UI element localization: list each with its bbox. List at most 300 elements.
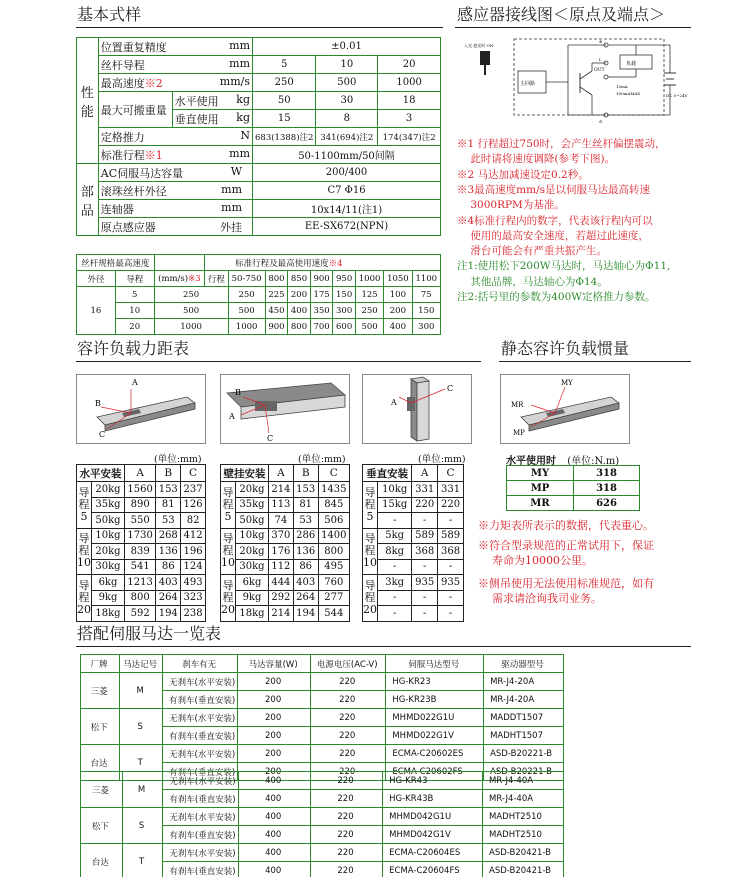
servo-cell: 200	[238, 763, 311, 781]
servo-cell: ECMA-C20604ES	[383, 844, 483, 862]
spec-value: 250	[253, 74, 316, 92]
spec-label: 滚珠丝杆外径 mm	[98, 182, 252, 200]
servo-motor-table	[80, 771, 564, 877]
speed-cell: 600	[333, 319, 356, 335]
servo-cell: 220	[310, 808, 382, 826]
horizontal-mount-diagram	[76, 374, 206, 444]
performance-label: 性能	[77, 38, 99, 164]
servo-cell: MADHT2510	[483, 826, 564, 844]
spec-note: ※4标准行程内的数字，代表该行程内可以	[457, 214, 653, 227]
speed-cell: 225	[265, 287, 288, 303]
load-table-col: A	[124, 465, 155, 482]
load-table-cell: 20kg	[92, 544, 125, 560]
speed-cell: 1000	[228, 319, 265, 335]
speed-cell: 150	[333, 287, 356, 303]
load-table-cell: 550	[124, 513, 155, 529]
load-table-cell: 113	[268, 497, 293, 513]
basic-spec-rule	[76, 27, 443, 28]
load-table-cell: 760	[318, 575, 349, 591]
load-table-cell: 495	[318, 559, 349, 575]
speed-cell: 75	[412, 287, 440, 303]
spec-label: 定格推力 N	[98, 128, 252, 146]
spec-note: 3000RPM为基准。	[457, 199, 565, 212]
load-table-cell: 544	[318, 606, 349, 622]
spec-value: 50	[253, 92, 316, 110]
load-table-cell: -	[378, 590, 412, 606]
load-table-cell: 81	[293, 497, 318, 513]
wall-mount-diagram	[220, 374, 350, 444]
static-inertia-rule	[499, 361, 691, 362]
servo-list-rule	[76, 646, 691, 647]
load-table-col: C	[318, 465, 349, 482]
inertia-value: 318	[574, 481, 640, 496]
speed-stroke: 50-750	[228, 271, 265, 287]
load-table-cell: 3kg	[378, 575, 412, 591]
speed-h-stroke: 行程	[205, 271, 228, 287]
spec-label: 丝杆导程 mm	[98, 56, 252, 74]
spec-value: 30	[316, 92, 378, 110]
axis-c-label: C	[267, 434, 274, 443]
speed-cell: 250	[228, 287, 265, 303]
servo-cell: 有刹车(垂直安装)	[163, 691, 238, 709]
spec-value: 174(347)注2	[378, 128, 441, 146]
servo-code: M	[122, 772, 163, 808]
load-table-title: 垂直安装	[363, 465, 412, 482]
load-table-cell: 292	[268, 590, 293, 606]
speed-cell: 200	[384, 303, 412, 319]
load-table-cell: 5kg	[378, 528, 412, 544]
servo-cell: 200	[238, 709, 311, 727]
load-table-cell: 589	[412, 528, 438, 544]
load-table-cell: 589	[438, 528, 464, 544]
load-table-cell: 53	[293, 513, 318, 529]
wiring-out-label: OUT	[594, 68, 605, 73]
load-table-cell: 331	[412, 482, 438, 498]
speed-h-unit: (mm/s)※3	[154, 271, 205, 287]
load-table-stroke: 导程 10	[77, 528, 92, 575]
load-table-cell: -	[378, 513, 412, 529]
load-table-cell: 15kg	[378, 497, 412, 513]
load-table-cell: 194	[293, 606, 318, 622]
load-table-cell: 153	[293, 482, 318, 498]
inertia-axis: MR	[507, 496, 574, 511]
servo-cell: MHMD042G1V	[383, 826, 483, 844]
load-table-cell: 1400	[318, 528, 349, 544]
speed-dia: 16	[77, 287, 116, 335]
load-table-cell: 800	[318, 544, 349, 560]
load-table-cell: 368	[412, 544, 438, 560]
spec-value: 20	[378, 56, 441, 74]
load-table-cell: -	[378, 559, 412, 575]
load-table-cell: 493	[181, 575, 206, 591]
wiring-circuit-label: 主回路	[520, 81, 536, 87]
servo-cell: MHMD042G1U	[383, 808, 483, 826]
load-table-cell: 264	[293, 590, 318, 606]
load-table-cell: 1730	[124, 528, 155, 544]
vertical-load-table	[362, 464, 464, 622]
load-table-cell: 214	[268, 606, 293, 622]
load-table-cell: 53	[156, 513, 181, 529]
inertia-axis: MY	[507, 466, 574, 481]
spec-label: 位置重复精度 mm	[98, 38, 252, 56]
spec-value: C7 Φ16	[253, 182, 441, 200]
spec-label: 最大可搬重量	[98, 92, 172, 128]
load-table-cell: 176	[268, 544, 293, 560]
servo-cell: 无刹车(水平安装)	[163, 745, 238, 763]
spec-value: 3	[378, 110, 441, 128]
wiring-term: ⊕	[599, 39, 603, 44]
load-table-col: C	[181, 465, 206, 482]
servo-cell: HG-KR43	[383, 772, 483, 790]
load-table-stroke: 导程 10	[363, 528, 378, 575]
axis-a-label: A	[229, 412, 235, 421]
load-table-cell: 126	[181, 497, 206, 513]
load-table-cell: 890	[124, 497, 155, 513]
load-table-cell: 153	[156, 482, 181, 498]
spec-label: 标准行程※1 mm	[98, 146, 252, 164]
load-table-cell: 136	[156, 544, 181, 560]
wiring-max-label: 100mAMAX	[616, 91, 641, 96]
spec-value: 200/400	[253, 164, 441, 182]
horizontal-unit: (单位:mm)	[154, 454, 202, 465]
load-table-cell: 800	[124, 590, 155, 606]
spec-note: 此时请将速度调降(参考下图)。	[457, 153, 616, 166]
axis-a-label: A	[391, 398, 397, 407]
spec-value: 683(1388)注2	[253, 128, 316, 146]
load-table-cell: 10kg	[236, 528, 269, 544]
servo-cell: MHMD022G1V	[386, 727, 484, 745]
speed-lead: 20	[115, 319, 154, 335]
load-table-cell: 50kg	[92, 513, 125, 529]
load-table-cell: 196	[181, 544, 206, 560]
servo-table-header: 厂牌	[81, 655, 120, 673]
servo-cell: ASD-B20221-B	[484, 763, 564, 781]
load-table-cell: 403	[293, 575, 318, 591]
spec-label: 最高速度※2 mm/s	[98, 74, 252, 92]
speed-stroke: 900	[310, 271, 333, 287]
spec-note: ※2 马达加减速设定0.2秒。	[457, 168, 589, 181]
servo-cell: MADDT1507	[484, 709, 564, 727]
wiring-dc-label: DC 5~24V	[666, 93, 688, 98]
speed-cell: 200	[288, 287, 311, 303]
servo-cell: HG-KR43B	[383, 790, 483, 808]
servo-table-header: 伺服马达型号	[386, 655, 484, 673]
load-table-cell: 237	[181, 482, 206, 498]
horizontal-load-table	[76, 464, 206, 622]
load-table-cell: 541	[124, 559, 155, 575]
speed-cell: 450	[265, 303, 288, 319]
spec-label: 连轴器 mm	[98, 200, 252, 218]
servo-cell: MR-J4-20A	[484, 691, 564, 709]
speed-max: 1000	[154, 319, 228, 335]
servo-cell: 400	[238, 772, 310, 790]
servo-table-header: 马达记号	[120, 655, 163, 673]
servo-code: T	[120, 745, 163, 781]
inertia-value: 626	[574, 496, 640, 511]
axis-mr-label: MR	[511, 401, 524, 409]
inertia-axis: MP	[507, 481, 574, 496]
spec-value: 341(694)注2	[316, 128, 378, 146]
load-table-cell: -	[438, 590, 464, 606]
wiring-sensor-label: 入光 遮光时 ON	[464, 43, 494, 48]
servo-cell: 有刹车(垂直安装)	[163, 763, 238, 781]
speed-lead: 5	[115, 287, 154, 303]
load-table-cell: 845	[318, 497, 349, 513]
spec-note: 注2:括号里的参数为400W定格推力参数。	[457, 291, 656, 303]
load-table-cell: 935	[412, 575, 438, 591]
basic-spec-table	[76, 37, 441, 236]
speed-max: 250	[154, 287, 228, 303]
wiring-sensor-icon	[480, 51, 490, 65]
load-table-cell: 74	[268, 513, 293, 529]
parts-label: 部品	[77, 164, 99, 236]
spec-note: 滑台可能会有严重共振产生。	[457, 245, 607, 258]
speed-cell: 500	[228, 303, 265, 319]
axis-a-label: A	[132, 378, 138, 387]
servo-cell: 200	[238, 673, 311, 691]
spec-note: 其他品牌，马达轴心为Φ14。	[457, 275, 608, 288]
wiring-term: ⊖	[599, 119, 603, 124]
moment-note: 需求请洽询我司业务。	[478, 592, 602, 605]
servo-cell: ASD-B20421-B	[483, 862, 564, 877]
spec-label: AC伺服马达容量 W	[98, 164, 252, 182]
speed-cell: 350	[310, 303, 333, 319]
load-table-col: B	[293, 465, 318, 482]
speed-cell: 250	[355, 303, 383, 319]
load-table-cell: 10kg	[378, 482, 412, 498]
speed-stroke: 1100	[412, 271, 440, 287]
servo-cell: 220	[311, 691, 386, 709]
wiring-svg	[456, 33, 690, 125]
load-table-cell: -	[412, 513, 438, 529]
sensor-wiring-title: 感应器接线图＜原点及端点＞	[457, 5, 666, 24]
load-table-cell: 112	[268, 559, 293, 575]
servo-table-header: 马达容量(W)	[238, 655, 311, 673]
axis-mp-label: MP	[513, 429, 525, 437]
speed-cell: 400	[384, 319, 412, 335]
load-table-cell: 30kg	[236, 559, 269, 575]
load-table-cell: 86	[156, 559, 181, 575]
load-table-cell: 368	[438, 544, 464, 560]
spec-sublabel: 水平使用 kg	[172, 92, 252, 110]
spec-value: 10	[316, 56, 378, 74]
spec-value: 15	[253, 110, 316, 128]
load-table-cell: 9kg	[92, 590, 125, 606]
inertia-value: 318	[574, 466, 640, 481]
servo-cell: 有刹车(垂直安装)	[163, 727, 238, 745]
speed-cell: 400	[288, 303, 311, 319]
vertical-unit: (单位:mm)	[418, 454, 466, 465]
speed-cell: 500	[355, 319, 383, 335]
servo-cell: 220	[311, 727, 386, 745]
spec-value: ±0.01	[253, 38, 441, 56]
load-table-cell: 935	[438, 575, 464, 591]
load-table-cell: -	[412, 559, 438, 575]
load-table-cell: 214	[268, 482, 293, 498]
static-inertia-title: 静态容许负载惯量	[501, 339, 630, 358]
wiring-term: L	[599, 57, 602, 62]
vertical-mount-diagram	[362, 374, 472, 444]
servo-cell: 400	[238, 826, 310, 844]
servo-table-header: 驱动器型号	[484, 655, 564, 673]
load-table-cell: 124	[181, 559, 206, 575]
load-table-cell: 9kg	[236, 590, 269, 606]
wiring-load-label: 负载	[626, 61, 637, 67]
load-table-cell: 277	[318, 590, 349, 606]
servo-cell: 220	[310, 826, 382, 844]
load-table-cell: 35kg	[236, 497, 269, 513]
servo-cell: 无刹车(水平安装)	[163, 772, 238, 790]
load-table-cell: 194	[156, 606, 181, 622]
speed-cell: 800	[288, 319, 311, 335]
speed-cell: 100	[384, 287, 412, 303]
moment-note: 寿命为10000公里。	[478, 554, 593, 567]
servo-cell: ASD-B20421-B	[483, 844, 564, 862]
load-table-cell: -	[438, 606, 464, 622]
spec-value: 5	[253, 56, 316, 74]
servo-cell: MR-J4-20A	[484, 673, 564, 691]
load-table-cell: 286	[293, 528, 318, 544]
spec-note: 使用的最高安全速度，若超过此速度，	[457, 229, 649, 242]
load-table-cell: -	[438, 513, 464, 529]
speed-stroke: 950	[333, 271, 356, 287]
speed-cell: 900	[265, 319, 288, 335]
servo-code: T	[122, 844, 163, 877]
load-table-cell: 220	[412, 497, 438, 513]
servo-cell: 无刹车(水平安装)	[163, 673, 238, 691]
servo-cell: 220	[310, 772, 382, 790]
servo-cell: 无刹车(水平安装)	[163, 808, 238, 826]
servo-cell: 有刹车(垂直安装)	[163, 826, 238, 844]
servo-cell: 220	[311, 763, 386, 781]
servo-brand: 台达	[81, 745, 120, 781]
servo-cell: 220	[311, 709, 386, 727]
speed-h-spec: 丝杆规格最高速度	[77, 255, 155, 271]
load-table-cell: 264	[156, 590, 181, 606]
speed-h-blank	[154, 255, 205, 271]
servo-cell: ECMA-C20602FS	[386, 763, 484, 781]
load-table-cell: 30kg	[92, 559, 125, 575]
wall-load-table	[220, 464, 350, 622]
load-table-cell: 1435	[318, 482, 349, 498]
servo-brand: 三菱	[81, 772, 123, 808]
speed-max: 500	[154, 303, 228, 319]
load-moment-title: 容许负载力距表	[77, 339, 190, 358]
load-table-stroke: 导程 10	[221, 528, 236, 575]
spec-value: 10x14/11(注1)	[253, 200, 441, 218]
servo-cell: ASD-B20221-B	[484, 745, 564, 763]
load-table-cell: 1213	[124, 575, 155, 591]
load-table-title: 壁挂安装	[221, 465, 269, 482]
speed-lead: 10	[115, 303, 154, 319]
load-table-col: A	[268, 465, 293, 482]
load-table-cell: 331	[438, 482, 464, 498]
servo-cell: 有刹车(垂直安装)	[163, 862, 238, 877]
moment-note: ※侧吊使用无法使用标准规范，如有	[478, 577, 654, 590]
load-table-cell: -	[378, 606, 412, 622]
moment-note: ※符合型录规范的正常试用下，保证	[478, 539, 654, 552]
axis-c-label: C	[447, 384, 454, 393]
speed-cell: 300	[333, 303, 356, 319]
speed-cell: 700	[310, 319, 333, 335]
load-table-cell: 20kg	[236, 544, 269, 560]
servo-brand: 松下	[81, 709, 120, 745]
load-table-cell: 20kg	[236, 482, 269, 498]
spec-value: 1000	[378, 74, 441, 92]
servo-brand: 松下	[81, 808, 123, 844]
spec-label: 原点感应器 外挂	[98, 218, 252, 236]
servo-table-header: 电源电压(AC-V)	[311, 655, 386, 673]
load-table-cell: 592	[124, 606, 155, 622]
servo-code: M	[120, 673, 163, 709]
servo-table-header: 刹车有无	[163, 655, 238, 673]
load-table-stroke: 导程 20	[77, 575, 92, 622]
wall-unit: (单位:mm)	[298, 454, 346, 465]
load-table-cell: -	[438, 559, 464, 575]
speed-stroke: 1000	[355, 271, 383, 287]
speed-h-lead: 导程	[115, 271, 154, 287]
servo-cell: 无刹车(水平安装)	[163, 844, 238, 862]
load-table-cell: 8kg	[378, 544, 412, 560]
load-table-title: 水平安装	[77, 465, 125, 482]
spec-value: 500	[316, 74, 378, 92]
load-table-stroke: 导程 20	[221, 575, 236, 622]
servo-cell: 400	[238, 844, 310, 862]
servo-cell: 200	[238, 745, 311, 763]
load-table-cell: 18kg	[92, 606, 125, 622]
servo-cell: 220	[310, 862, 382, 877]
axis-c-label: C	[99, 430, 106, 439]
speed-stroke: 1050	[384, 271, 412, 287]
servo-cell: 有刹车(垂直安装)	[163, 790, 238, 808]
servo-code: S	[122, 808, 163, 844]
sensor-wiring-rule	[455, 27, 691, 28]
servo-cell: 200	[238, 727, 311, 745]
load-table-cell: 220	[438, 497, 464, 513]
load-table-cell: 506	[318, 513, 349, 529]
servo-cell: 220	[311, 673, 386, 691]
load-table-stroke: 导程 5	[221, 482, 236, 529]
load-table-cell: 6kg	[92, 575, 125, 591]
spec-value: 18	[378, 92, 441, 110]
axis-b-label: B	[95, 399, 101, 408]
spec-sublabel: 垂直使用 kg	[172, 110, 252, 128]
servo-brand: 台达	[81, 844, 123, 877]
spec-note: ※3最高速度mm/s是以伺服马达最高转速	[457, 183, 651, 196]
load-table-cell: -	[412, 606, 438, 622]
servo-cell: 220	[310, 844, 382, 862]
load-moment-rule	[76, 361, 481, 362]
load-table-col: A	[412, 465, 438, 482]
inertia-diagram	[500, 374, 630, 444]
servo-brand: 三菱	[81, 673, 120, 709]
load-table-cell: 403	[156, 575, 181, 591]
load-table-cell: 136	[293, 544, 318, 560]
load-table-cell: 444	[268, 575, 293, 591]
servo-cell: MHMD022G1U	[386, 709, 484, 727]
spec-note: ※1 行程超过750时，会产生丝杆偏摆震动，	[457, 138, 666, 150]
speed-h-dia: 外径	[77, 271, 116, 287]
speed-cell: 300	[412, 319, 440, 335]
speed-cell: 125	[355, 287, 383, 303]
servo-cell: ECMA-C20604FS	[383, 862, 483, 877]
load-table-cell: 81	[156, 497, 181, 513]
servo-cell: 400	[238, 862, 310, 877]
speed-h-std: 标准行程及最高使用速度※4	[205, 255, 441, 271]
wiring-current-label: 10mA	[616, 84, 628, 89]
servo-cell: HG-KR23	[386, 673, 484, 691]
spec-value: 50-1100mm/50间隔	[253, 146, 441, 164]
